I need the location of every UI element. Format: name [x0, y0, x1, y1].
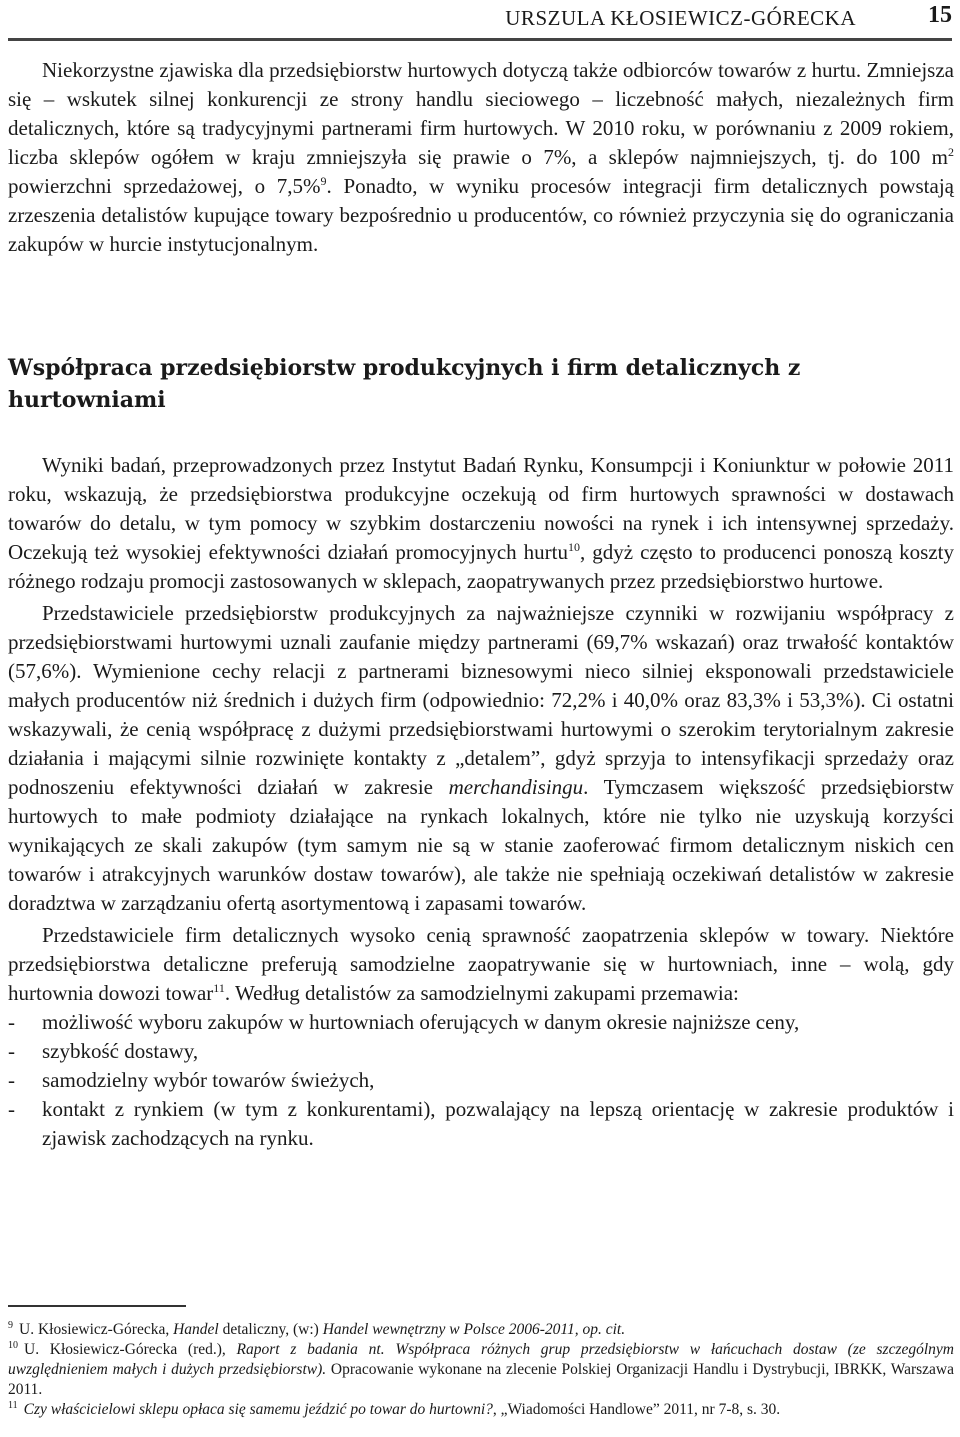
page-header	[0, 0, 960, 40]
paragraph-1	[8, 56, 954, 259]
paragraph-2	[8, 451, 954, 596]
list-dash: -	[8, 1039, 15, 1063]
section-main	[8, 451, 954, 1153]
footnote-ref-9[interactable]: 9	[320, 174, 327, 188]
list-dash: -	[8, 1010, 15, 1034]
running-head: URSZULA KŁOSIEWICZ-GÓRECKA	[505, 6, 856, 30]
footnote-italic: Handel	[173, 1321, 219, 1338]
list-item-text: możliwość wyboru zakupów w hurtowniach oferujących w danym okresie najniższe ceny,	[42, 1010, 800, 1034]
dash-list	[8, 1008, 954, 1153]
footnote-rule	[8, 1305, 186, 1307]
list-item-text: kontakt z rynkiem (w tym z konkurentami), pozwalający na lepszą orientację w zakresie produktów i zjawisk zachodzących na rynku.	[42, 1097, 954, 1150]
paragraph-text: Przedstawiciele firm detalicznych wysoko cenią sprawność zaopatrzenia sklepów w towary. Niektóre przedsiębiorstwa detaliczne preferują samodzielne zaopatrywanie się w hurtowniach, inne – wolą, gdy hurtownia dowozi towar	[8, 923, 954, 1005]
footnote-text: U. Kłosiewicz-Górecka,	[19, 1321, 174, 1338]
paragraph-text: . Ponadto, w wyniku procesów integracji firm detalicznych powstają zrzeszenia detalistów kupujące towary bezpośrednio u producentów, co również przyczynia się do ograniczania zakupów w hurcie instytucjonalnym.	[8, 174, 954, 256]
footnote-10	[8, 1340, 954, 1400]
paragraph-text: Niekorzystne zjawiska dla przedsiębiorstw hurtowych dotyczą także odbiorców towarów z hurtu. Zmniejsza się – wskutek silnej konkurencji ze strony handlu sieciowego – liczebność małych, niezależnych firm detalicznych, które są tradycyjnymi partnerami firm hurtowych. W 2010 roku, w porównaniu z 2009 rokiem, liczba sklepów ogółem w kraju zmniejszyła się prawie o 7%, a sklepów najmniejszych, tj. do 100 m	[8, 58, 954, 169]
page-number: 15	[928, 2, 952, 28]
footnote-11	[8, 1400, 954, 1420]
header-rule	[8, 38, 952, 41]
footnote-9	[8, 1320, 954, 1340]
footnote-number: 11	[8, 1399, 18, 1411]
list-item	[8, 1037, 954, 1066]
paragraph-3	[8, 599, 954, 918]
footnote-text: , „Wiadomości Handlowe” 2011, nr 7-8, s. 30.	[492, 1401, 781, 1418]
list-item	[8, 1095, 954, 1153]
footnote-ref-10[interactable]: 10	[568, 540, 580, 554]
paragraph-text: . Według detalistów za samodzielnymi zakupami przemawia:	[224, 981, 739, 1005]
footnote-text: U. Kłosiewicz-Górecka (red.),	[24, 1341, 237, 1358]
paragraph-text: powierzchni sprzedażowej, o 7,5%	[8, 174, 321, 198]
footnote-text: Opracowanie wykonane na zlecenie Polskiej Organizacji Handlu i Dystrybucji, IBRKK, Warszawa 2011.	[8, 1361, 955, 1398]
paragraph-text: Przedstawiciele przedsiębiorstw produkcyjnych za najważniejsze czynniki w rozwijaniu współpracy z przedsiębiorstwami hurtowymi uznali zaufanie między partnerami (69,7% wskazań) oraz trwałość kontaktów (57,6%). Wymienione cechy relacji z partnerami biznesowymi nieco silniej eksponowali przedstawiciele małych producentów niż średnich i dużych firm (odpowiednio: 72,2% i 40,0% oraz 83,3% i 53,3%). Ci ostatni wskazywali, że cenią współpracę z dużymi przedsiębiorstwami hurtowymi o szerokim terytorialnym zakresie działania i mającymi silnie rozwinięte kontakty z „detalem”, gdyż sprzyja to intensyfikacji sprzedaży oraz podnoszeniu efektywności działań w zakresie	[8, 601, 954, 799]
footnote-number: 9	[8, 1319, 13, 1331]
paragraph-text: , gdyż często to producenci ponoszą koszty różnego rodzaju promocji zastosowanych w sklepach, zaopatrywanych przez przedsiębiorstwo hurtowe.	[8, 540, 954, 593]
paragraph-text: Wyniki badań, przeprowadzonych przez Instytut Badań Rynku, Konsumpcji i Koniunktur w połowie 2011 roku, wskazują, że przedsiębiorstwa produkcyjne oczekują od firm hurtowych sprawności w dostawach towarów do detalu, w tym pomocy w szybkim dostarczeniu nowości na rynek i ich intensywnej sprzedaży. Oczekują też wysokiej efektywności działań promocyjnych hurtu	[8, 453, 954, 564]
list-item	[8, 1066, 954, 1095]
paragraph-4	[8, 921, 954, 1008]
footnote-ref-11[interactable]: 11	[213, 981, 225, 995]
list-item	[8, 1008, 954, 1037]
footnotes	[8, 1320, 954, 1420]
list-dash: -	[8, 1097, 15, 1121]
footnote-text: detaliczny, (w:)	[218, 1321, 323, 1338]
section-intro	[8, 56, 954, 259]
list-dash: -	[8, 1068, 15, 1092]
footnote-italic: Handel wewnętrzny w Polsce 2006-2011, op. cit.	[322, 1321, 626, 1338]
italic-term: merchandisingu	[448, 775, 584, 799]
list-item-text: samodzielny wybór towarów świeżych,	[42, 1068, 375, 1092]
superscript-m2: 2	[948, 145, 954, 159]
list-item-text: szybkość dostawy,	[42, 1039, 199, 1063]
footnote-italic: Czy właścicielowi sklepu opłaca się samemu jeździć po towar do hurtowni?	[23, 1401, 493, 1418]
section-heading: Współpraca przedsiębiorstw produkcyjnych i firm detalicznych z hurtowniami	[8, 355, 801, 413]
footnote-italic: Raport z badania nt. Współpraca różnych grup przedsiębiorstw w łańcuchach dostaw (ze szczególnym uwzględnieniem małych i dużych przedsiębiorstw).	[8, 1341, 954, 1378]
paragraph-text: . Tymczasem większość przedsiębiorstw hurtowych to małe podmioty działające na rynkach lokalnych, które nie tylko nie uzyskują korzyści wynikających ze skali zakupów (tym samym nie są w stanie zaoferować firmom detalicznym niskich cen towarów i atrakcyjnych warunków dostaw towarów), ale także nie spełniają oczekiwań detalistów w zakresie doradztwa w zarządzaniu ofertą asortymentową i zapasami towarów.	[8, 775, 954, 915]
footnote-number: 10	[8, 1339, 18, 1351]
